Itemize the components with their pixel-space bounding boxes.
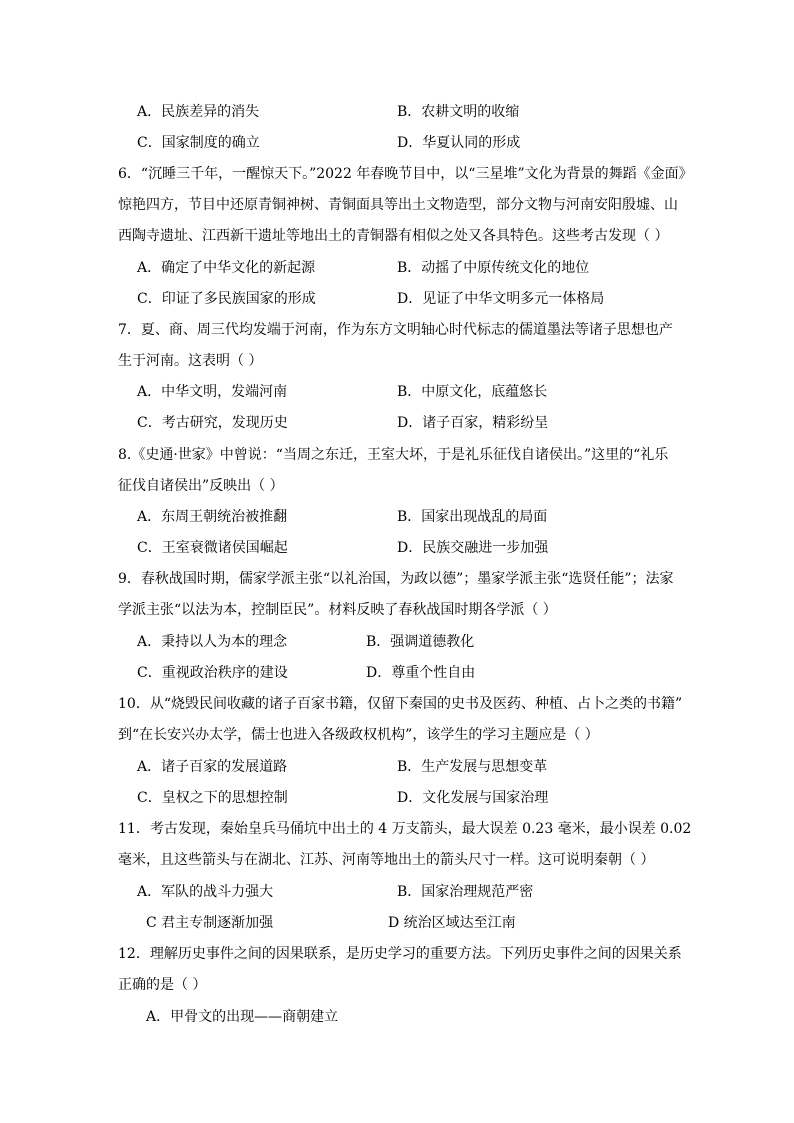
q12-option-a[interactable]: A．甲骨文的出现——商朝建立 — [146, 1009, 339, 1025]
q5-option-b[interactable]: B．农耕文明的收缩 — [397, 104, 520, 120]
q9-option-d[interactable]: D．尊重个性自由 — [366, 665, 476, 681]
q9-option-a[interactable]: A．秉持以人为本的理念 — [137, 634, 288, 650]
q12-stem-line-1: 12．理解历史事件之间的因果联系，是历史学习的重要方法。下列历史事件之间的因果关系 — [118, 946, 682, 962]
q11-option-d[interactable]: D 统治区域达至江南 — [388, 915, 516, 931]
q6-option-b[interactable]: B．动摇了中原传统文化的地位 — [397, 260, 590, 276]
q7-option-b[interactable]: B．中原文化，底蕴悠长 — [397, 384, 548, 400]
q11-option-b[interactable]: B．国家治理规范严密 — [397, 884, 534, 900]
q7-option-d[interactable]: D．诸子百家，精彩纷呈 — [397, 415, 549, 431]
q5-option-d[interactable]: D．华夏认同的形成 — [397, 135, 521, 151]
q11-option-a[interactable]: A．军队的战斗力强大 — [137, 884, 274, 900]
q9-stem-line-2: 学派主张“以法为本，控制臣民”。材料反映了春秋战国时期各学派（ ） — [118, 602, 557, 618]
q6-stem-line-1: 6．“沉睡三千年，一醒惊天下。”2022 年春晚节目中，以“三星堆”文化为背景的舞蹈《金面》 — [118, 166, 693, 182]
q10-stem-line-1: 10．从“烧毁民间收藏的诸子百家书籍，仅留下秦国的史书及医药、种植、占卜之类的书籍” — [118, 696, 683, 712]
q5-option-a[interactable]: A．民族差异的消失 — [137, 104, 260, 120]
q7-option-c[interactable]: C．考古研究，发现历史 — [137, 415, 288, 431]
q6-stem-line-3: 西陶寺遗址、江西新干遗址等地出土的青铜器有相似之处又各具特色。这些考古发现（ ） — [118, 228, 669, 244]
q6-option-a[interactable]: A．确定了中华文化的新起源 — [137, 260, 316, 276]
q12-stem-line-2: 正确的是（ ） — [118, 977, 207, 993]
q9-stem-line-1: 9．春秋战国时期，儒家学派主张“以礼治国，为政以德”；墨家学派主张“选贤任能”；法家 — [118, 571, 674, 587]
q7-stem-line-2: 生于河南。这表明（ ） — [118, 353, 263, 369]
q10-option-a[interactable]: A．诸子百家的发展道路 — [137, 759, 288, 775]
q7-option-a[interactable]: A．中华文明，发端河南 — [137, 384, 288, 400]
q8-stem-line-2: 征伐自诸侯出”反映出（ ） — [118, 478, 284, 494]
q6-option-d[interactable]: D．见证了中华文明多元一体格局 — [397, 291, 605, 307]
q9-option-c[interactable]: C．重视政治秩序的建设 — [137, 665, 288, 681]
q8-option-d[interactable]: D．民族交融进一步加强 — [397, 540, 549, 556]
q11-stem-line-2: 毫米，且这些箭头与在湖北、江苏、河南等地出土的箭头尺寸一样。这可说明秦朝（ ） — [118, 852, 655, 868]
q8-option-c[interactable]: C．王室衰微诸侯国崛起 — [137, 540, 288, 556]
q10-stem-line-2: 到“在长安兴办太学，儒士也进入各级政权机构”，该学生的学习主题应是（ ） — [118, 727, 599, 743]
q6-stem-line-2: 惊艳四方，节目中还原青铜神树、青铜面具等出土文物造型，部分文物与河南安阳殷墟、山 — [118, 197, 678, 213]
q9-option-b[interactable]: B．强调道德教化 — [366, 634, 475, 650]
q10-option-c[interactable]: C．皇权之下的思想控制 — [137, 790, 288, 806]
q10-option-b[interactable]: B．生产发展与思想变革 — [397, 759, 548, 775]
q8-option-a[interactable]: A．东周王朝统治被推翻 — [137, 509, 288, 525]
q6-option-c[interactable]: C．印证了多民族国家的形成 — [137, 291, 316, 307]
q5-option-c[interactable]: C．国家制度的确立 — [137, 135, 260, 151]
q11-stem-line-1: 11．考古发现，秦始皇兵马俑坑中出土的 4 万支箭头，最大误差 0.23 毫米，最小误差 0.02 — [118, 821, 692, 837]
q8-option-b[interactable]: B．国家出现战乱的局面 — [397, 509, 548, 525]
q10-option-d[interactable]: D．文化发展与国家治理 — [397, 790, 549, 806]
q8-stem-line-1: 8.《史通·世家》中曾说：“当周之东迁，王室大坏，于是礼乐征伐自诸侯出。”这里的“礼乐 — [118, 447, 669, 463]
q11-option-c[interactable]: C 君主专制逐渐加强 — [146, 915, 274, 931]
q7-stem-line-1: 7．夏、商、周三代均发端于河南，作为东方文明轴心时代标志的儒道墨法等诸子思想也产 — [118, 322, 673, 338]
